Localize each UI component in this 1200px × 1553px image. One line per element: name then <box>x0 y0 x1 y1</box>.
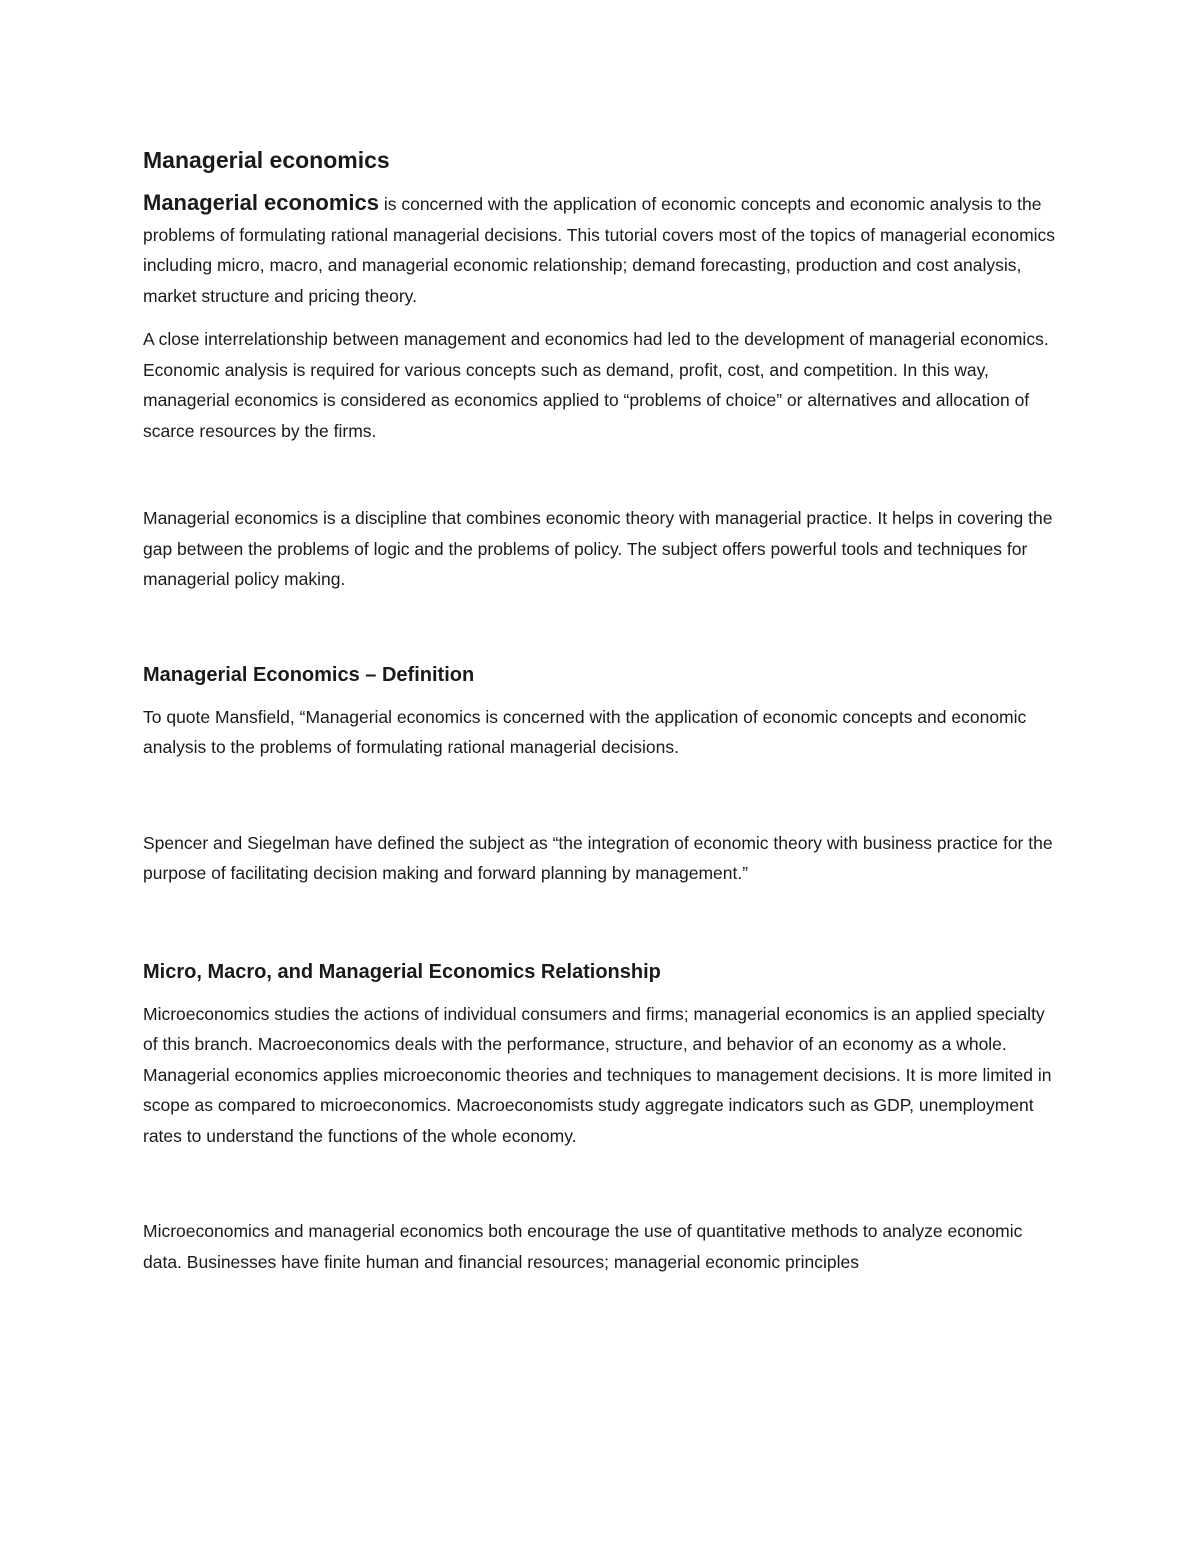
relationship-heading: Micro, Macro, and Managerial Economics Relationship <box>143 960 661 983</box>
definition-heading: Managerial Economics – Definition <box>143 663 475 686</box>
interrelationship-paragraph: A close interrelationship between management and economics had led to the development of managerial economics. Economic analysis is required for various concepts such as demand, profit, cost, and competition. In this way, managerial economics is considered as economics applied to “problems of choice” or alternatives and allocation of scarce resources by the firms. <box>143 329 1049 441</box>
document-title: Managerial economics <box>143 147 390 173</box>
mansfield-quote-paragraph: To quote Mansfield, “Managerial economics is concerned with the application of economic concepts and economic analysis to the problems of formulating rational managerial decisions. <box>143 706 1027 757</box>
intro-text: is concerned with the application of economic concepts and economic analysis to the problems of formulating rational managerial decisions. This tutorial covers most of the topics of managerial economics including micro, macro, and managerial economic relationship; demand forecasting, production and cost analysis, market structure and pricing theory. <box>143 194 1056 306</box>
spencer-siegelman-paragraph: Spencer and Siegelman have defined the subject as “the integration of economic theory with business practice for the purpose of facilitating decision making and forward planning by management.” <box>143 832 1053 883</box>
document-body <box>143 138 1063 1277</box>
discipline-paragraph: Managerial economics is a discipline that combines economic theory with managerial practice. It helps in covering the gap between the problems of logic and the problems of policy. The subject offers powerful tools and techniques for managerial policy making. <box>143 508 1053 589</box>
intro-lead-term: Managerial economics <box>143 190 379 215</box>
microeconomics-paragraph: Microeconomics studies the actions of individual consumers and firms; managerial economics is an applied specialty of this branch. Macroeconomics deals with the performance, structure, and behavior of an economy as a whole. Managerial economics applies microeconomic theories and techniques to management decisions. It is more limited in scope as compared to microeconomics. Macroeconomists study aggregate indicators such as GDP, unemployment rates to understand the functions of the whole economy. <box>143 1003 1052 1146</box>
quantitative-methods-paragraph: Microeconomics and managerial economics both encourage the use of quantitative methods to analyze economic data. Businesses have finite human and financial resources; managerial economic principles <box>143 1221 1023 1272</box>
intro-paragraph <box>143 188 1063 311</box>
